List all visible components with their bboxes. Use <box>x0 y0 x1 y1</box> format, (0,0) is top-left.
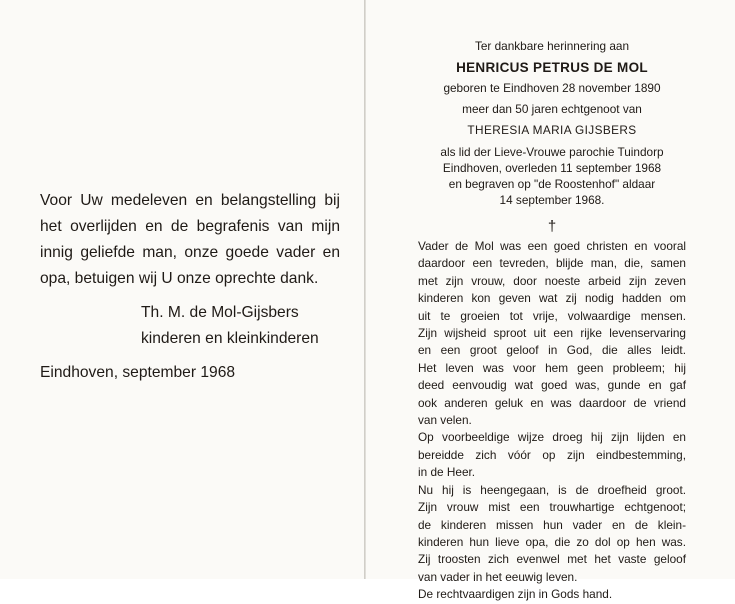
text-line: met zijn vrouw, door noeste arbeid zijn zeven <box>418 273 686 288</box>
signature-name: Th. M. de Mol-Gijsbers <box>141 304 299 321</box>
text-line: de kinderen missen hun vader en de klein- <box>418 517 686 532</box>
cross-icon: † <box>547 218 557 235</box>
signature-block <box>141 300 340 352</box>
deceased-name: HENRICUS PETRUS DE MOL <box>456 60 648 75</box>
detail-line: en begraven op "de Roostenhof" aldaar <box>448 177 656 191</box>
text-line: uit te groeien tot vrije, volwaardige mensen. <box>418 308 686 323</box>
detail-line: Eindhoven, overleden 11 september 1968 <box>442 161 662 175</box>
memorial-panel <box>418 36 686 604</box>
place-date: Eindhoven, september 1968 <box>40 364 236 381</box>
text-line: en een groot geloof in God, die alles leidt. <box>418 343 686 358</box>
intro-line: Ter dankbare herinnering aan <box>474 39 630 53</box>
marriage-line: meer dan 50 jaren echtgenoot van <box>462 102 642 116</box>
detail-line: als lid der Lieve-Vrouwe parochie Tuindorp <box>440 145 664 159</box>
memorial-header <box>418 36 686 208</box>
text-line: kinderen hun lieve opa, die zo dol op hen was. <box>418 534 686 549</box>
thank-you-line: Voor Uw medeleven en belangstelling bij <box>40 192 340 209</box>
text-line: van vader in het eeuwig leven. <box>418 569 578 584</box>
birth-line: geboren te Eindhoven 28 november 1890 <box>443 81 661 95</box>
text-line: Zijn wijsheid sproot uit een rijke levenservaring <box>418 326 686 341</box>
text-line: Vader de Mol was een goed christen en vooral <box>418 239 686 253</box>
text-line: Zij troosten zich evenwel met het vaste geloof <box>418 552 686 567</box>
thank-you-line: het overlijden en de begrafenis van mijn <box>40 218 340 235</box>
text-line: Nu hij is heengegaan, is de droefheid groot. <box>418 482 686 497</box>
text-line: ook anderen geluk en was daardoor de vriend <box>418 395 686 410</box>
text-line: daardoor een tevreden, blijde man, die, samen <box>418 256 686 271</box>
death-details <box>418 144 686 208</box>
spouse-name: THERESIA MARIA GIJSBERS <box>467 123 637 137</box>
text-line: kinderen kon geven wat zij nodig hadden om <box>418 291 686 306</box>
center-fold <box>364 0 366 579</box>
text-line: Op voorbeeldige wijze droeg hij zijn lijden en <box>418 430 686 445</box>
text-line: Zijn vrouw mist een trouwhartige echtgenoot; <box>418 500 686 515</box>
text-line: Het leven was voor hem geen probleem; hij <box>418 360 686 375</box>
text-line: in de Heer. <box>418 465 476 480</box>
detail-line: 14 september 1968. <box>499 193 605 207</box>
text-line: bereidde zich vóór op zijn eindbestemming, <box>418 447 686 462</box>
text-line: De rechtvaardigen zijn in Gods hand. <box>418 587 613 602</box>
thank-you-panel <box>40 188 340 352</box>
text-line: van velen. <box>418 413 472 428</box>
thank-you-line: opa, betuigen wij U onze oprechte dank. <box>40 270 319 287</box>
memorial-text <box>418 238 686 604</box>
text-line: deed eenvoudig wat goed was, gunde en gaf <box>418 378 686 393</box>
signature-family: kinderen en kleinkinderen <box>141 330 319 347</box>
thank-you-message <box>40 188 340 292</box>
thank-you-line: innig geliefde man, onze goede vader en <box>40 244 340 261</box>
